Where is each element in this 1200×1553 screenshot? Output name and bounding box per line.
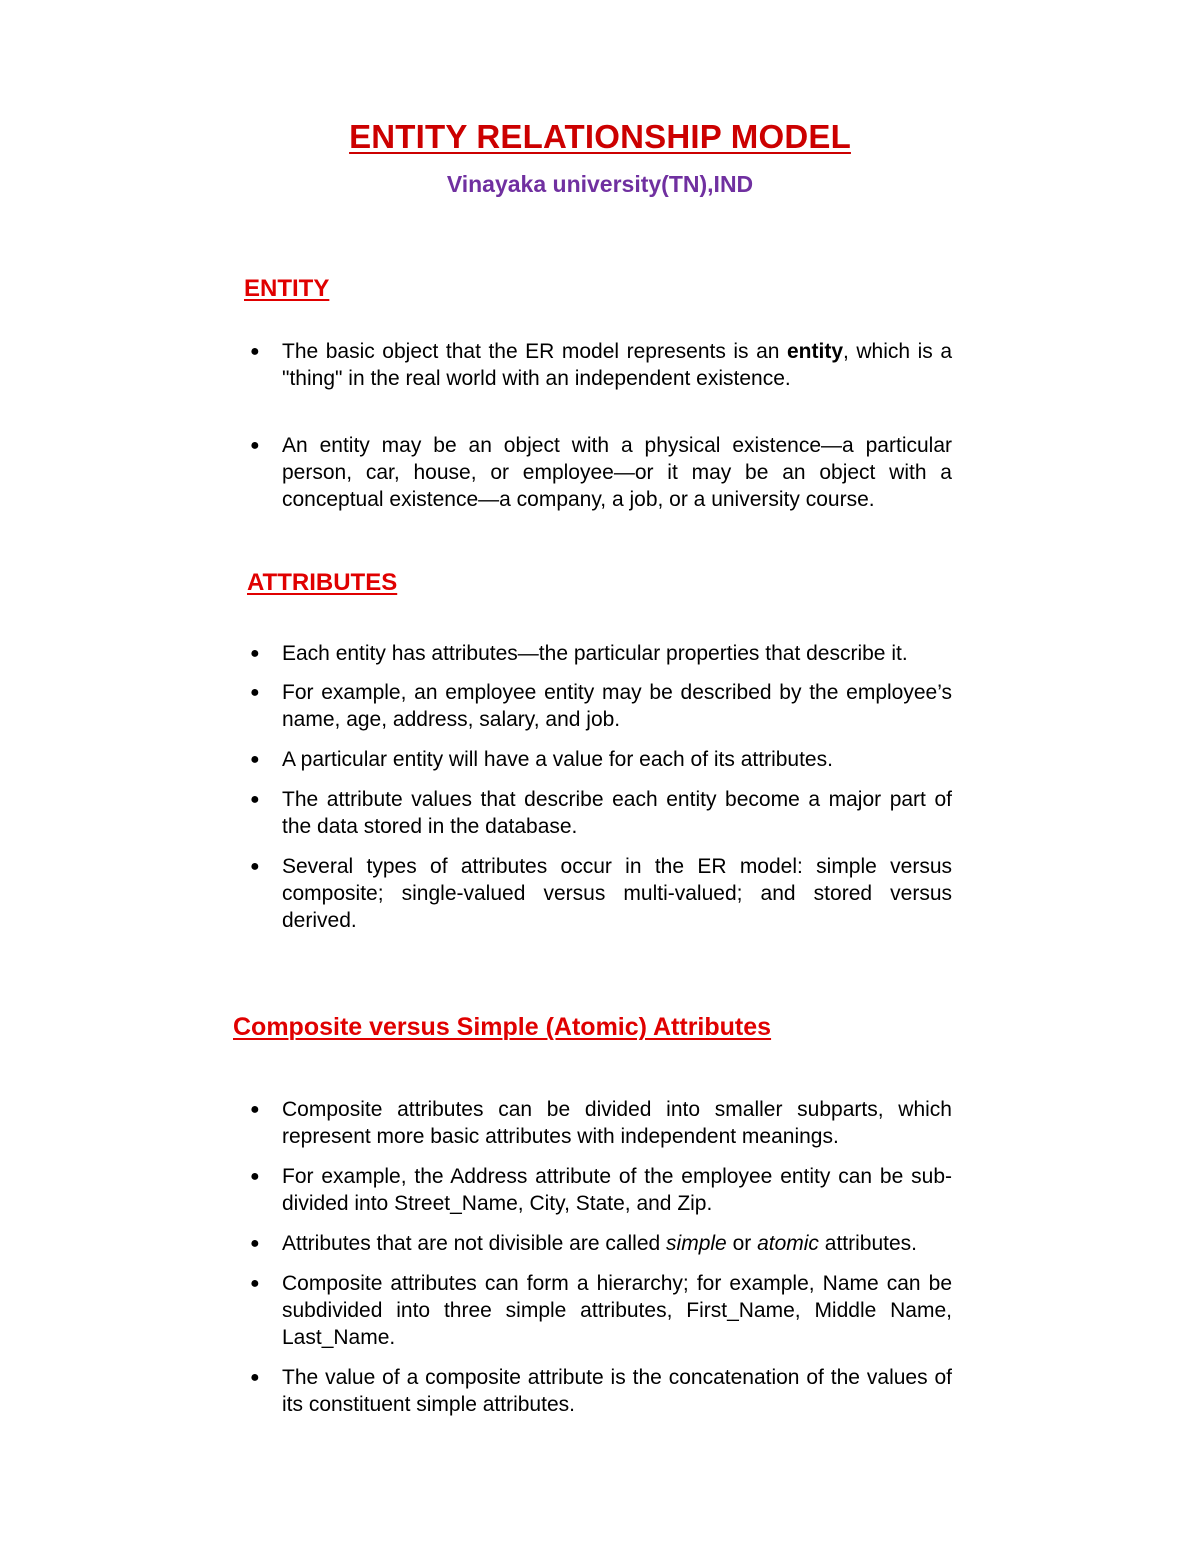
bold-term: entity	[787, 340, 844, 363]
document-subtitle: Vinayaka university(TN),IND	[446, 171, 754, 197]
document-title: ENTITY RELATIONSHIP MODEL	[349, 118, 851, 155]
bullet-icon: ●	[250, 437, 260, 454]
bullet-icon: ●	[250, 1369, 260, 1386]
bullet-icon: ●	[250, 1235, 260, 1252]
list-item: ● Attributes that are not divisible are called simple or atomic attributes.	[250, 1232, 917, 1255]
list-item: ● A particular entity will have a value for each of its attributes.	[250, 748, 833, 771]
heading-composite-attributes: Composite versus Simple (Atomic) Attributes	[233, 1013, 772, 1041]
list-item: ● The attribute values that describe each entity become a major part of the data stored in the database.	[250, 788, 952, 838]
list-item: ● The value of a composite attribute is the concatenation of the values of its constituent simple attributes.	[250, 1366, 952, 1416]
list-item: ● Composite attributes can be divided into smaller subparts, which represent more basic attributes with independent meanings.	[250, 1098, 952, 1148]
bullet-icon: ●	[250, 645, 260, 662]
attributes-list	[0, 640, 1200, 934]
heading-attributes: ATTRIBUTES	[247, 569, 398, 596]
bullet-icon: ●	[250, 1101, 260, 1118]
list-item: ● For example, the Address attribute of the employee entity can be sub-divided into Street_Name, City, State, and Zip.	[250, 1165, 952, 1215]
italic-term: simple	[666, 1232, 727, 1255]
entity-list	[0, 338, 1200, 513]
list-item: ● For example, an employee entity may be described by the employee’s name, age, address, salary, and job.	[250, 681, 952, 731]
bullet-icon: ●	[250, 343, 260, 360]
bullet-icon: ●	[250, 684, 260, 701]
italic-term: atomic	[757, 1232, 819, 1255]
composite-list	[0, 1096, 1200, 1418]
heading-entity: ENTITY	[244, 275, 330, 302]
bullet-icon: ●	[250, 1275, 260, 1292]
bullet-icon: ●	[250, 751, 260, 768]
bullet-icon: ●	[250, 858, 260, 875]
list-item: ● An entity may be an object with a physical existence—a particular person, car, house, or employee—or it may be an object with a conceptual existence—a company, a job, or a university course.	[250, 434, 952, 511]
list-item: ● The basic object that the ER model represents is an entity, which is a "thing" in the real world with an independent existence.	[250, 340, 953, 390]
bullet-icon: ●	[250, 791, 260, 808]
list-item: ● Several types of attributes occur in the ER model: simple versus composite; single-valued versus multi-valued; and stored versus derived.	[250, 855, 952, 932]
list-item: ● Composite attributes can form a hierarchy; for example, Name can be subdivided into three simple attributes, First_Name, Middle Name, Last_Name.	[250, 1272, 952, 1349]
bullet-icon: ●	[250, 1168, 260, 1185]
list-item: ● Each entity has attributes—the particular properties that describe it.	[250, 642, 908, 665]
